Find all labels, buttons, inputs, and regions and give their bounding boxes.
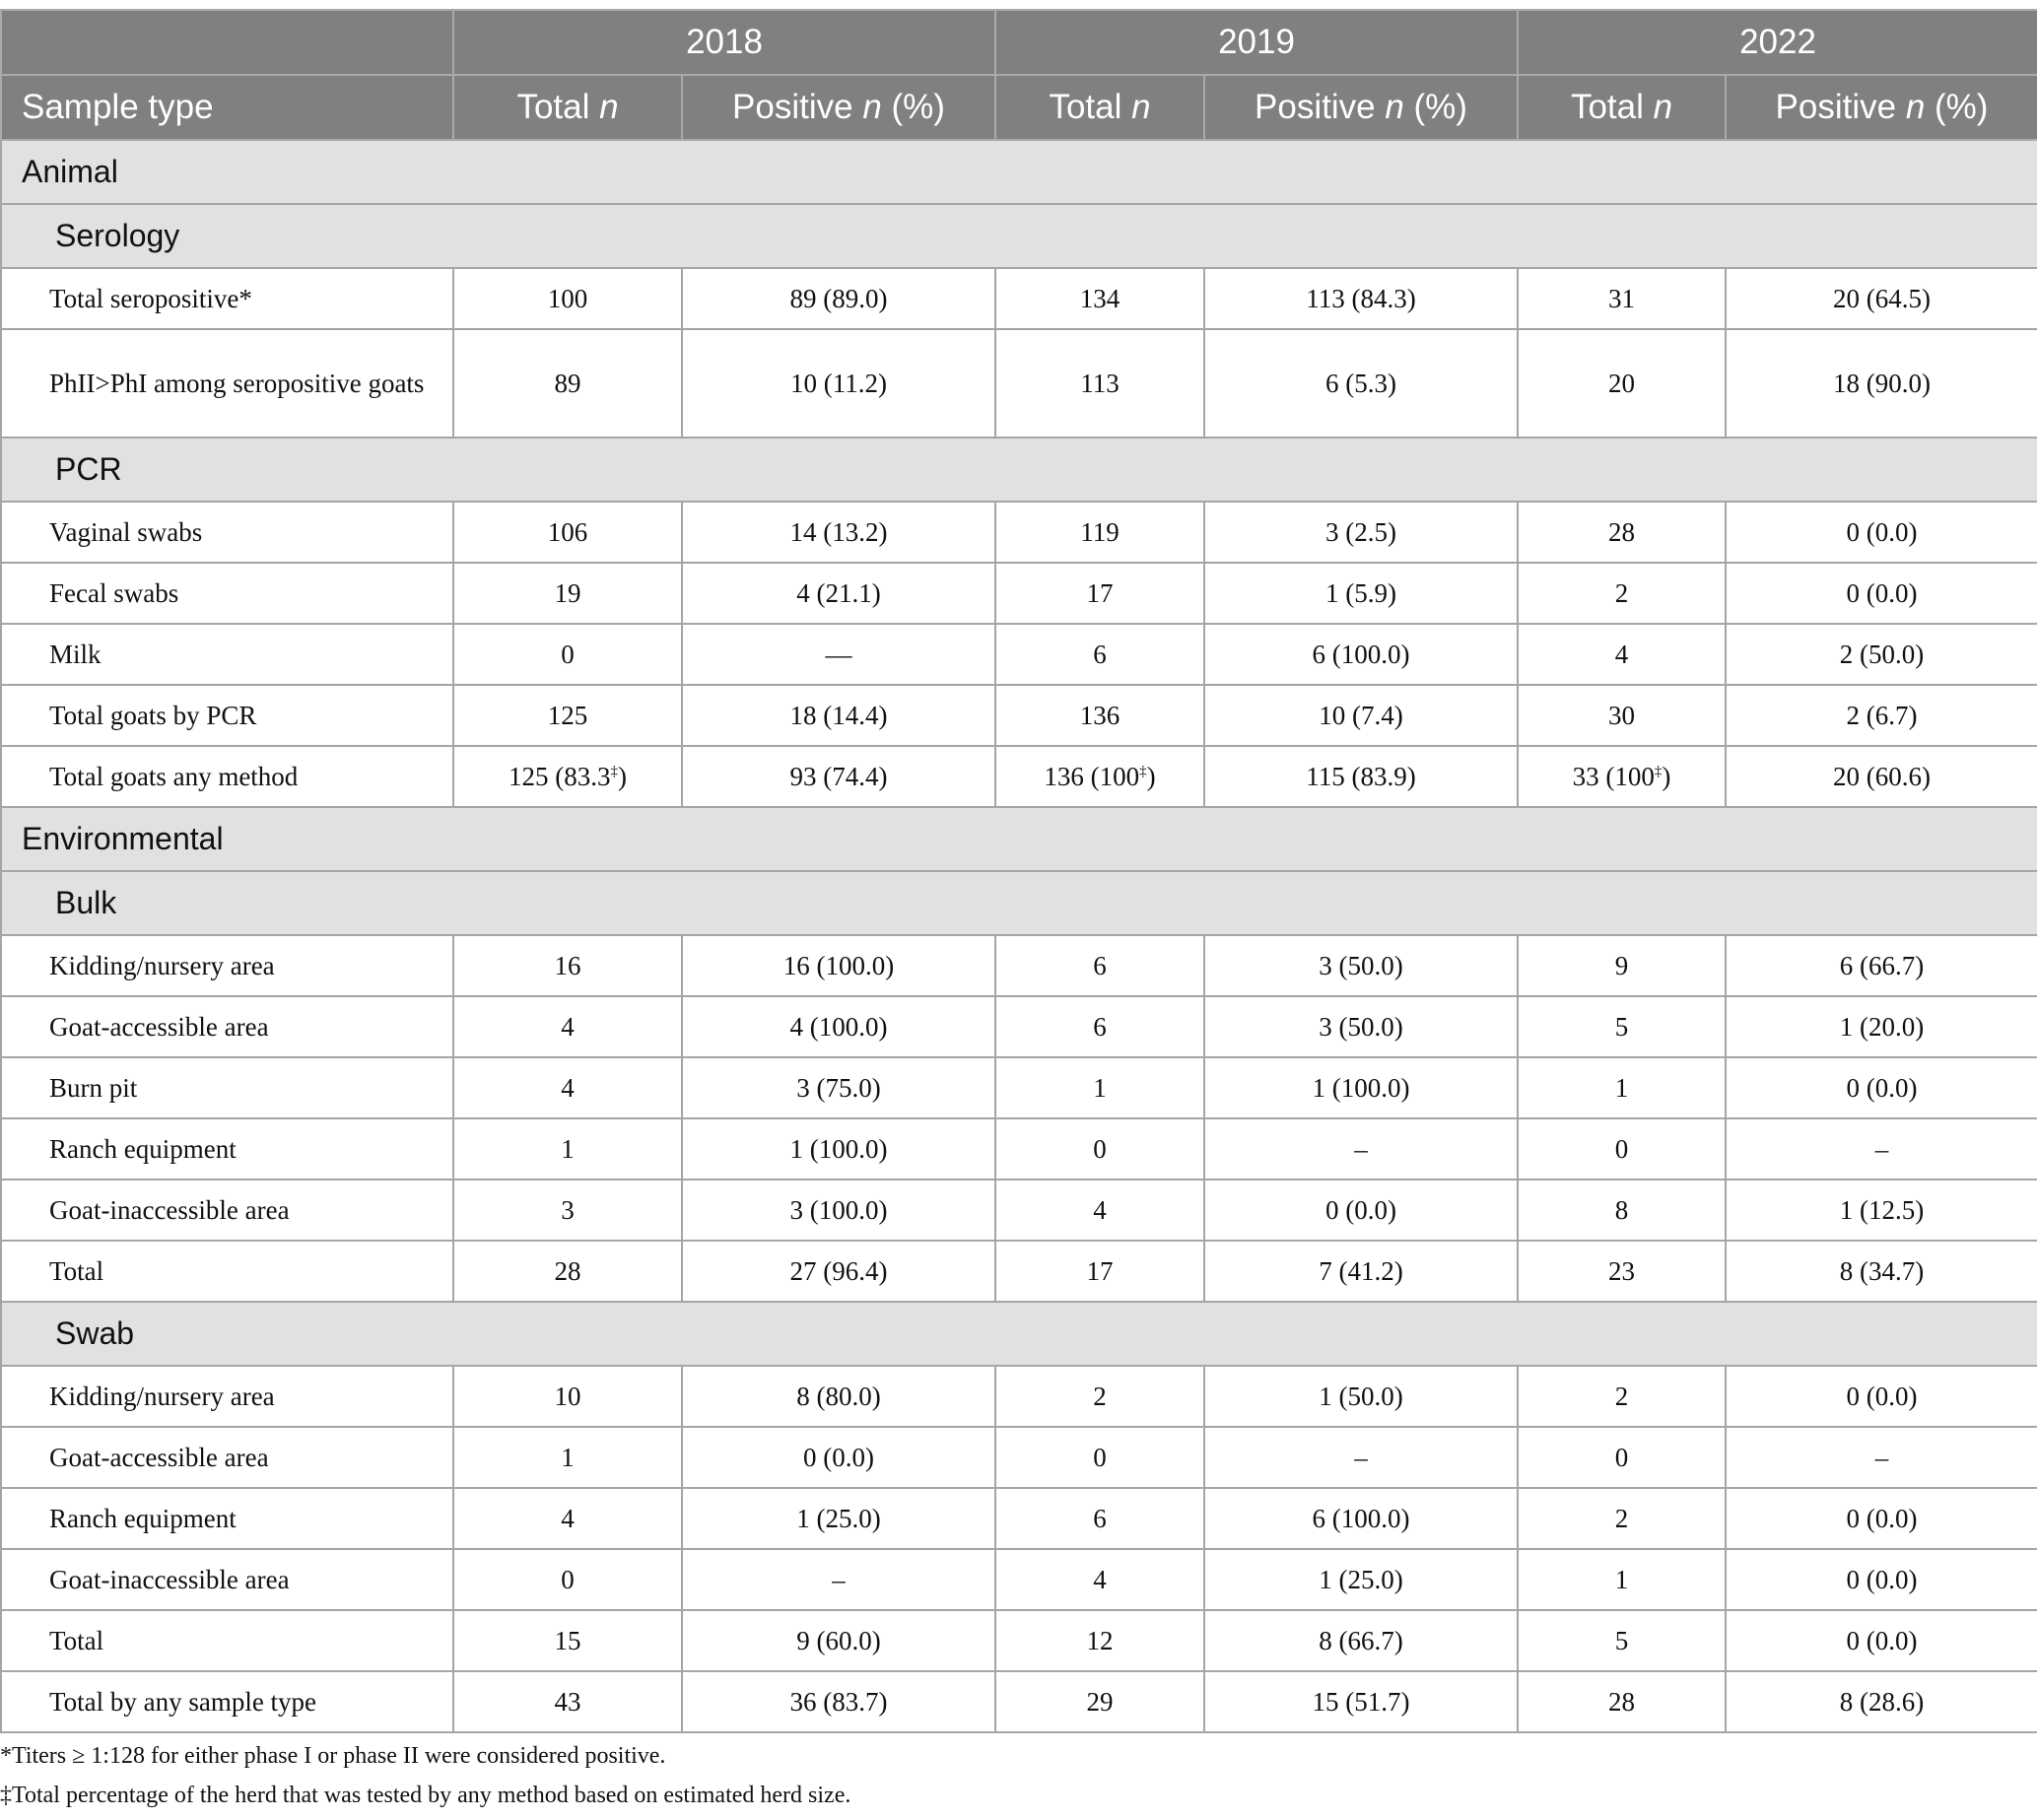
year-header-2018: 2018 — [453, 10, 995, 75]
total-n-cell: 4 — [453, 1057, 682, 1118]
positive-n-cell: 3 (75.0) — [682, 1057, 995, 1118]
positive-n-cell: 27 (96.4) — [682, 1241, 995, 1302]
total-n-cell: 4 — [453, 996, 682, 1057]
positive-n-cell: 1 (20.0) — [1726, 996, 2037, 1057]
positive-label: Positive — [732, 88, 863, 126]
total-n-cell: 4 — [453, 1488, 682, 1549]
total-n-cell: 23 — [1518, 1241, 1726, 1302]
positive-n-cell: 6 (100.0) — [1204, 1488, 1518, 1549]
positive-n-cell: – — [682, 1549, 995, 1610]
sample-type-header: Sample type — [1, 75, 453, 140]
positive-n-cell: 18 (90.0) — [1726, 329, 2037, 438]
subsection-label: Bulk — [1, 871, 2037, 935]
row-label: Ranch equipment — [1, 1488, 453, 1549]
positive-n-cell: 0 (0.0) — [1726, 502, 2037, 563]
total-n-cell: 17 — [995, 1241, 1204, 1302]
row-label: Burn pit — [1, 1057, 453, 1118]
total-n-cell: 6 — [995, 935, 1204, 996]
n-symbol: n — [862, 88, 882, 126]
table-row — [1, 563, 2037, 624]
table-row — [1, 1180, 2037, 1241]
positive-n-cell: 93 (74.4) — [682, 746, 995, 807]
positive-n-cell: 20 (60.6) — [1726, 746, 2037, 807]
positive-n-cell: 4 (21.1) — [682, 563, 995, 624]
n-symbol: n — [1131, 88, 1151, 126]
total-n-cell: 136 (100‡) — [995, 746, 1204, 807]
positive-n-cell: – — [1726, 1118, 2037, 1180]
positive-n-cell: 3 (100.0) — [682, 1180, 995, 1241]
total-n-cell: 5 — [1518, 996, 1726, 1057]
positive-n-cell: 1 (25.0) — [1204, 1549, 1518, 1610]
section-header-row — [1, 807, 2037, 871]
double-dagger-mark: ‡ — [1654, 763, 1663, 779]
total-n-cell: 0 — [453, 624, 682, 685]
positive-label: Positive — [1255, 88, 1386, 126]
positive-n-cell: 9 (60.0) — [682, 1610, 995, 1671]
total-n-cell: 43 — [453, 1671, 682, 1732]
total-n-cell: 1 — [1518, 1057, 1726, 1118]
row-label: Ranch equipment — [1, 1118, 453, 1180]
row-label: Goat-accessible area — [1, 996, 453, 1057]
total-n-cell: 2 — [995, 1366, 1204, 1427]
table-row — [1, 1241, 2037, 1302]
table-row — [1, 1549, 2037, 1610]
subsection-header-row — [1, 871, 2037, 935]
table-row — [1, 1488, 2037, 1549]
total-n-cell: 2 — [1518, 1366, 1726, 1427]
total-n-cell: 17 — [995, 563, 1204, 624]
total-n-cell: 1 — [453, 1118, 682, 1180]
n-symbol: n — [1385, 88, 1404, 126]
positive-n-cell: 8 (66.7) — [1204, 1610, 1518, 1671]
year-header-2022: 2022 — [1518, 10, 2037, 75]
positive-n-cell: 8 (80.0) — [682, 1366, 995, 1427]
positive-n-cell: 115 (83.9) — [1204, 746, 1518, 807]
positive-n-cell: 89 (89.0) — [682, 268, 995, 329]
total-n-cell: 12 — [995, 1610, 1204, 1671]
positive-n-cell: 6 (5.3) — [1204, 329, 1518, 438]
positive-n-cell: 0 (0.0) — [1726, 1488, 2037, 1549]
table-footnotes — [0, 1736, 850, 1815]
positive-n-cell: 0 (0.0) — [1726, 1610, 2037, 1671]
n-symbol: n — [1905, 88, 1926, 126]
row-label: Total goats any method — [1, 746, 453, 807]
total-n-cell: 0 — [995, 1427, 1204, 1488]
positive-n-cell: 0 (0.0) — [682, 1427, 995, 1488]
total-n-cell: 29 — [995, 1671, 1204, 1732]
table-header — [1, 10, 2037, 140]
subsection-label: Serology — [1, 204, 2037, 268]
n-symbol: n — [599, 88, 619, 126]
total-n-cell: 9 — [1518, 935, 1726, 996]
total-n-header — [995, 75, 1204, 140]
total-n-cell: 89 — [453, 329, 682, 438]
total-n-cell: 8 — [1518, 1180, 1726, 1241]
total-n-cell: 113 — [995, 329, 1204, 438]
total-n-cell: 100 — [453, 268, 682, 329]
positive-label: Positive — [1775, 88, 1906, 126]
row-label: Kidding/nursery area — [1, 1366, 453, 1427]
positive-n-cell: 0 (0.0) — [1726, 563, 2037, 624]
positive-n-cell: 15 (51.7) — [1204, 1671, 1518, 1732]
row-label: Total — [1, 1241, 453, 1302]
row-label: Total seropositive* — [1, 268, 453, 329]
total-n-cell: 28 — [1518, 1671, 1726, 1732]
total-n-cell: 125 — [453, 685, 682, 746]
column-header-row — [1, 75, 2037, 140]
positive-n-cell: 0 (0.0) — [1204, 1180, 1518, 1241]
total-n-cell: 2 — [1518, 563, 1726, 624]
table-row — [1, 1057, 2037, 1118]
positive-n-cell: 36 (83.7) — [682, 1671, 995, 1732]
positive-n-cell: 16 (100.0) — [682, 935, 995, 996]
table-row — [1, 502, 2037, 563]
positive-n-cell: 1 (25.0) — [682, 1488, 995, 1549]
total-n-cell: 31 — [1518, 268, 1726, 329]
row-label: Fecal swabs — [1, 563, 453, 624]
total-n-cell: 119 — [995, 502, 1204, 563]
total-n-cell: 6 — [995, 1488, 1204, 1549]
positive-n-cell: 1 (100.0) — [682, 1118, 995, 1180]
total-n-cell: 19 — [453, 563, 682, 624]
table-body — [1, 140, 2037, 1732]
positive-n-cell: 1 (50.0) — [1204, 1366, 1518, 1427]
section-label: Animal — [1, 140, 2037, 204]
total-n-cell: 4 — [1518, 624, 1726, 685]
total-n-cell: 3 — [453, 1180, 682, 1241]
total-n-cell: 134 — [995, 268, 1204, 329]
positive-n-cell: 3 (50.0) — [1204, 996, 1518, 1057]
positive-n-cell: 0 (0.0) — [1726, 1057, 2037, 1118]
total-n-cell: 16 — [453, 935, 682, 996]
positive-n-cell: 113 (84.3) — [1204, 268, 1518, 329]
subsection-label: Swab — [1, 1302, 2037, 1366]
section-header-row — [1, 140, 2037, 204]
total-n-cell: 15 — [453, 1610, 682, 1671]
footnote-herd-percentage: ‡Total percentage of the herd that was tested by any method based on estimated herd size. — [0, 1783, 851, 1808]
positive-n-cell: 14 (13.2) — [682, 502, 995, 563]
total-label: Total — [1049, 88, 1132, 126]
table-row — [1, 1118, 2037, 1180]
positive-n-cell: 2 (50.0) — [1726, 624, 2037, 685]
n-symbol: n — [1653, 88, 1673, 126]
total-n-header — [453, 75, 682, 140]
table-row — [1, 624, 2037, 685]
total-n-cell: 125 (83.3‡) — [453, 746, 682, 807]
table-row — [1, 1366, 2037, 1427]
table-row — [1, 935, 2037, 996]
total-n-cell: 30 — [1518, 685, 1726, 746]
total-n-cell: 4 — [995, 1549, 1204, 1610]
positive-n-cell: 0 (0.0) — [1726, 1366, 2037, 1427]
total-n-cell: 5 — [1518, 1610, 1726, 1671]
positive-n-cell: 10 (7.4) — [1204, 685, 1518, 746]
positive-n-cell: 0 (0.0) — [1726, 1549, 2037, 1610]
table-row — [1, 685, 2037, 746]
positive-n-cell: 6 (66.7) — [1726, 935, 2037, 996]
double-dagger-mark: ‡ — [610, 763, 618, 779]
total-n-cell: 33 (100‡) — [1518, 746, 1726, 807]
row-label: Kidding/nursery area — [1, 935, 453, 996]
positive-n-cell: 4 (100.0) — [682, 996, 995, 1057]
percent-label: (%) — [1925, 88, 1989, 126]
total-n-cell: 10 — [453, 1366, 682, 1427]
total-n-cell: 1 — [453, 1427, 682, 1488]
table-row — [1, 746, 2037, 807]
results-table — [0, 9, 2037, 1733]
row-label: Milk — [1, 624, 453, 685]
total-label: Total — [1570, 88, 1654, 126]
total-n-cell: 106 — [453, 502, 682, 563]
row-label: Goat-inaccessible area — [1, 1549, 453, 1610]
positive-n-cell: 6 (100.0) — [1204, 624, 1518, 685]
positive-n-cell: – — [1726, 1427, 2037, 1488]
total-n-cell: 1 — [995, 1057, 1204, 1118]
row-label: Vaginal swabs — [1, 502, 453, 563]
total-n-cell: 0 — [1518, 1118, 1726, 1180]
subsection-header-row — [1, 204, 2037, 268]
total-n-cell: 0 — [453, 1549, 682, 1610]
table-row — [1, 1610, 2037, 1671]
percent-label: (%) — [1403, 88, 1467, 126]
total-n-cell: 1 — [1518, 1549, 1726, 1610]
table-row — [1, 1427, 2037, 1488]
header-corner — [1, 10, 453, 75]
subsection-header-row — [1, 1302, 2037, 1366]
total-n-cell: 6 — [995, 996, 1204, 1057]
positive-n-cell: – — [1204, 1427, 1518, 1488]
positive-n-cell: 8 (28.6) — [1726, 1671, 2037, 1732]
total-n-cell: 136 — [995, 685, 1204, 746]
row-label: Total by any sample type — [1, 1671, 453, 1732]
total-n-header — [1518, 75, 1726, 140]
positive-n-header — [1204, 75, 1518, 140]
positive-n-cell: 1 (100.0) — [1204, 1057, 1518, 1118]
positive-n-cell: 3 (2.5) — [1204, 502, 1518, 563]
total-n-cell: 2 — [1518, 1488, 1726, 1549]
total-n-cell: 20 — [1518, 329, 1726, 438]
row-label: Total goats by PCR — [1, 685, 453, 746]
row-label: Goat-inaccessible area — [1, 1180, 453, 1241]
year-header-row — [1, 10, 2037, 75]
subsection-header-row — [1, 438, 2037, 502]
positive-n-cell: 18 (14.4) — [682, 685, 995, 746]
percent-label: (%) — [881, 88, 945, 126]
positive-n-cell: 10 (11.2) — [682, 329, 995, 438]
positive-n-cell: 3 (50.0) — [1204, 935, 1518, 996]
table-row — [1, 996, 2037, 1057]
total-n-cell: 0 — [995, 1118, 1204, 1180]
positive-n-cell: 7 (41.2) — [1204, 1241, 1518, 1302]
year-header-2019: 2019 — [995, 10, 1518, 75]
positive-n-cell: 20 (64.5) — [1726, 268, 2037, 329]
double-dagger-mark: ‡ — [1139, 763, 1147, 779]
results-table-container — [0, 9, 2037, 1733]
total-n-cell: 0 — [1518, 1427, 1726, 1488]
positive-n-cell: 8 (34.7) — [1726, 1241, 2037, 1302]
total-n-cell: 28 — [1518, 502, 1726, 563]
positive-n-cell: 1 (5.9) — [1204, 563, 1518, 624]
footnote-seropositive: *Titers ≥ 1:128 for either phase I or phase II were considered positive. — [0, 1743, 666, 1769]
subsection-label: PCR — [1, 438, 2037, 502]
row-label: Total — [1, 1610, 453, 1671]
total-n-cell: 6 — [995, 624, 1204, 685]
total-n-cell: 4 — [995, 1180, 1204, 1241]
positive-n-cell: 1 (12.5) — [1726, 1180, 2037, 1241]
section-label: Environmental — [1, 807, 2037, 871]
row-label: PhII>PhI among seropositive goats — [1, 329, 453, 438]
row-label: Goat-accessible area — [1, 1427, 453, 1488]
positive-n-cell: – — [1204, 1118, 1518, 1180]
positive-n-cell: 2 (6.7) — [1726, 685, 2037, 746]
table-row — [1, 268, 2037, 329]
positive-n-header — [682, 75, 995, 140]
positive-n-header — [1726, 75, 2037, 140]
table-row — [1, 1671, 2037, 1732]
positive-n-cell: — — [682, 624, 995, 685]
total-label: Total — [516, 88, 600, 126]
table-row — [1, 329, 2037, 438]
total-n-cell: 28 — [453, 1241, 682, 1302]
